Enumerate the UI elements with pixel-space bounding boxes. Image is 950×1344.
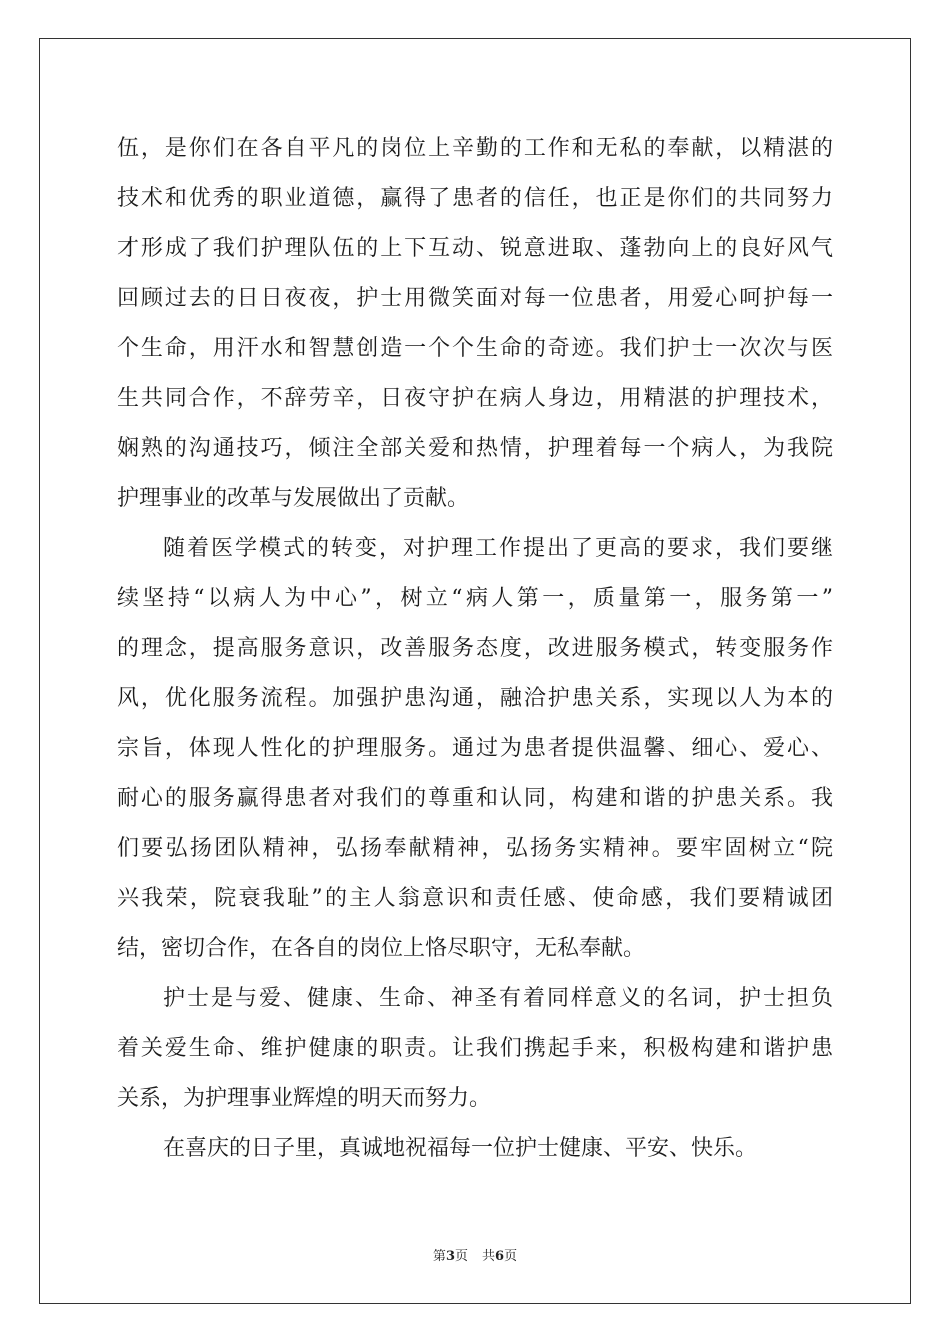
text-line: 随着医学模式的转变，对护理工作提出了更高的要求，我们要继 bbox=[163, 536, 833, 561]
text-line: 关系，为护理事业辉煌的明天而努力。 bbox=[117, 1086, 492, 1111]
document-body bbox=[117, 124, 833, 1174]
text-line: 结，密切合作，在各自的岗位上恪尽职守，无私奉献。 bbox=[117, 936, 646, 961]
text-line: 护士是与爱、健康、生命、神圣有着同样意义的名词，护士担负 bbox=[163, 986, 833, 1011]
page-number-label: 第3页 bbox=[432, 1249, 468, 1264]
text-line: 技术和优秀的职业道德，赢得了患者的信任，也正是你们的共同努力 bbox=[117, 186, 833, 211]
text-line: 风，优化服务流程。加强护患沟通，融洽护患关系，实现以人为本的 bbox=[117, 686, 833, 711]
total-page-number: 6 bbox=[495, 1249, 505, 1264]
text-line: 护理事业的改革与发展做出了贡献。 bbox=[117, 486, 470, 511]
current-page-number: 3 bbox=[445, 1249, 455, 1264]
total-pages-label: 共6页 bbox=[482, 1249, 518, 1264]
text-line: 才形成了我们护理队伍的上下互动、锐意进取、蓬勃向上的良好风气 bbox=[117, 236, 833, 261]
text-line: 们要弘扬团队精神，弘扬奉献精神，弘扬务实精神。要牢固树立“院 bbox=[117, 836, 833, 861]
text-line: 着关爱生命、维护健康的职责。让我们携起手来，积极构建和谐护患 bbox=[117, 1036, 833, 1061]
text-line: 在喜庆的日子里，真诚地祝福每一位护士健康、平安、快乐。 bbox=[163, 1136, 758, 1161]
text-line: 伍，是你们在各自平凡的岗位上辛勤的工作和无私的奉献，以精湛的 bbox=[117, 136, 833, 161]
page-footer bbox=[0, 1245, 950, 1264]
text-line: 兴我荣，院衰我耻”的主人翁意识和责任感、使命感，我们要精诚团 bbox=[117, 886, 833, 911]
text-line: 个生命，用汗水和智慧创造一个个生命的奇迹。我们护士一次次与医 bbox=[117, 336, 833, 361]
text-line: 续坚持“以病人为中心”，树立“病人第一，质量第一，服务第一” bbox=[117, 586, 833, 611]
text-line: 宗旨，体现人性化的护理服务。通过为患者提供温馨、细心、爱心、 bbox=[117, 736, 833, 761]
text-line: 的理念，提高服务意识，改善服务态度，改进服务模式，转变服务作 bbox=[117, 636, 833, 661]
text-line: 生共同合作，不辞劳辛，日夜守护在病人身边，用精湛的护理技术， bbox=[117, 386, 833, 411]
text-line: 娴熟的沟通技巧，倾注全部关爱和热情，护理着每一个病人，为我院 bbox=[117, 436, 833, 461]
text-line: 耐心的服务赢得患者对我们的尊重和认同，构建和谐的护患关系。我 bbox=[117, 786, 833, 811]
text-line: 回顾过去的日日夜夜，护士用微笑面对每一位患者，用爱心呵护每一 bbox=[117, 286, 833, 311]
